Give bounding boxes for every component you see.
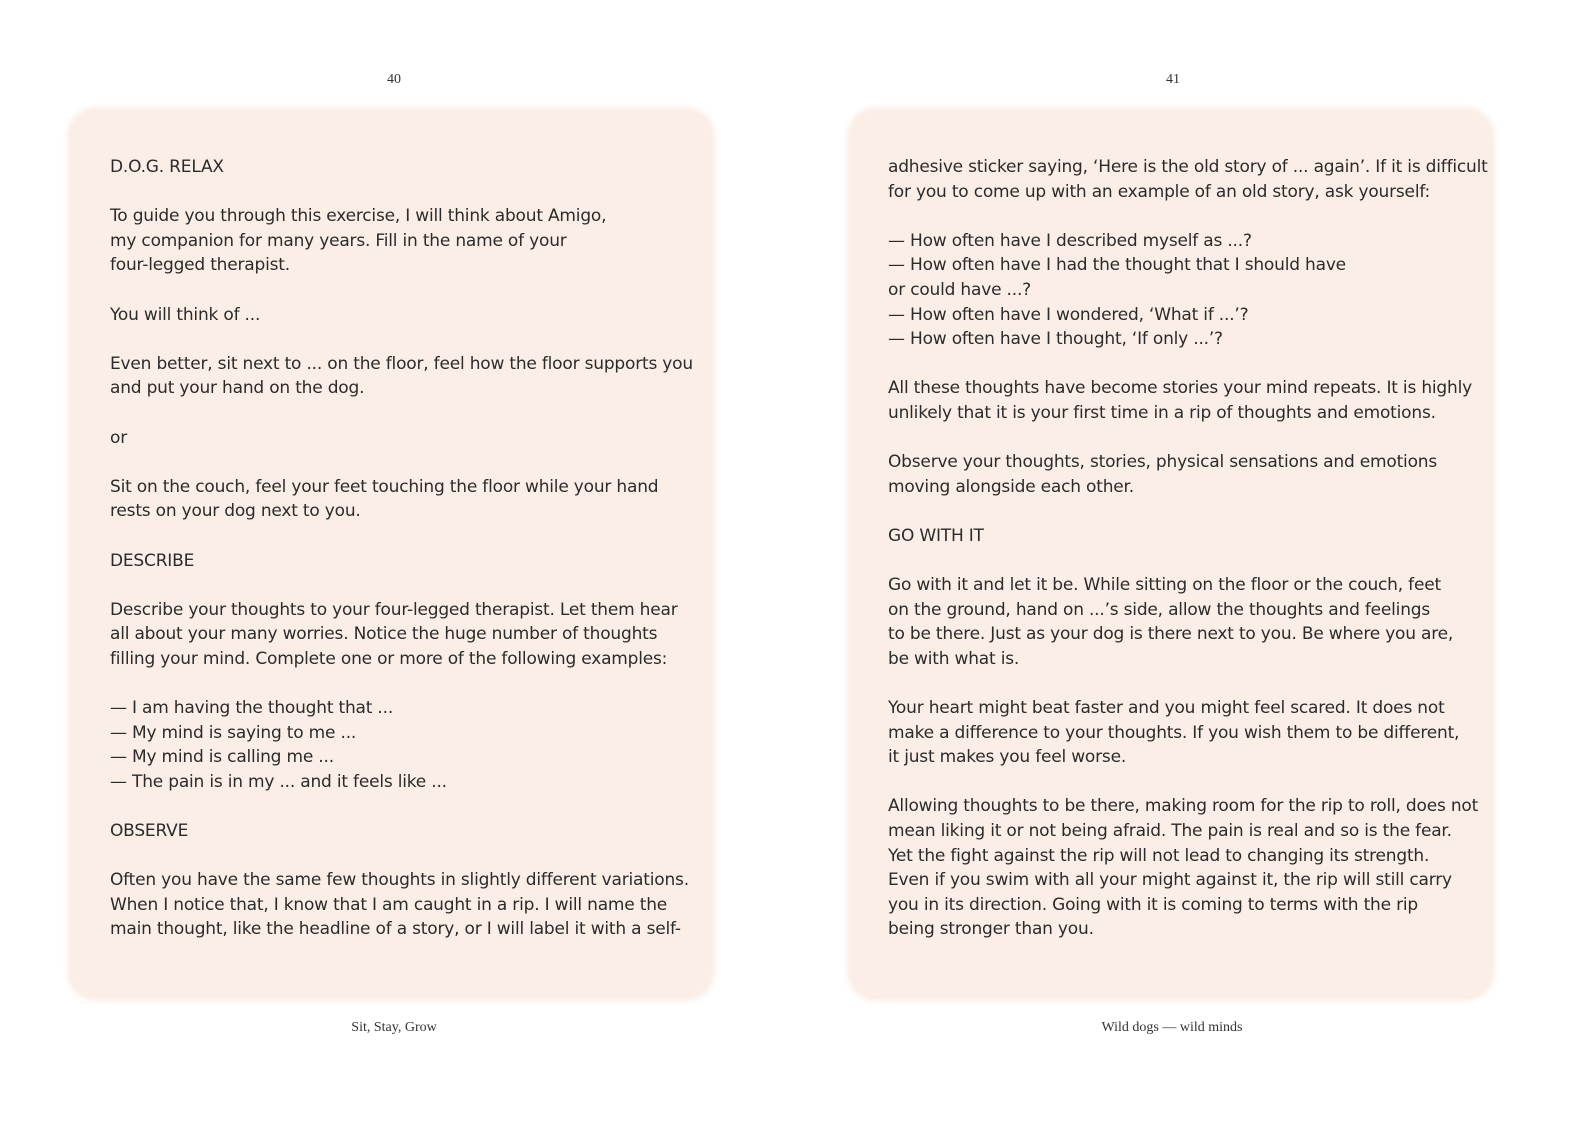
heading-describe: DESCRIBE [110,550,195,571]
paragraph: Sit on the couch, feel your feet touching the floor while your hand rests on your dog next to you. [110,476,659,522]
example-list: — I am having the thought that ... — My mind is saying to me ... — My mind is calling me ... — The pain is in my ... and it feels like ... [110,698,447,792]
paragraph: Observe your thoughts, stories, physical sensations and emotions moving alongside each other. [888,452,1438,497]
footer-right: Wild dogs — wild minds [1101,1020,1243,1035]
paragraph: Go with it and let it be. While sitting on the floor or the couch, feet on the ground, hand on ...’s side, allow the thoughts and feelings to be there. Just as your dog is there next to you. Be where you are, be with what is. [888,575,1454,669]
left-page-text [110,155,710,967]
paragraph: You will think of ... [110,304,261,325]
question-list: — How often have I described myself as ...? — How often have I had the thought that I should have or could have ...? — How often have I wondered, ‘What if ...’? — How often have I thought, ‘If only ...’? [888,230,1346,350]
heading-observe: OBSERVE [110,821,189,842]
paragraph: Allowing thoughts to be there, making room for the rip to roll, does not mean liking it or not being afraid. The pain is real and so is the fear. Yet the fight against the rip will not lead to changing its strength. Even if you swim with all your might against it, the rip will still carry you in its direction. Going with it is coming to terms with the rip being stronger than you. [888,796,1479,940]
right-page-text [888,155,1488,967]
heading-dog-relax: D.O.G. RELAX [110,157,224,177]
paragraph: Your heart might beat faster and you might feel scared. It does not make a difference to your thoughts. If you wish them to be different, it just makes you feel worse. [888,698,1460,768]
footer-left: Sit, Stay, Grow [351,1020,437,1035]
heading-go-with-it: GO WITH IT [888,525,984,546]
paragraph: To guide you through this exercise, I will think about Amigo, my companion for many years. Fill in the name of your four-legged therapist. [110,206,607,276]
page-number-right: 41 [1166,72,1180,87]
paragraph: Often you have the same few thoughts in slightly different variations. When I notice that, I know that I am caught in a rip. I will name the main thought, like the headline of a story, or I will label it with a self- [110,870,689,940]
paragraph: Even better, sit next to ... on the floor, feel how the floor supports you and put your hand on the dog. [110,353,693,399]
paragraph: Describe your thoughts to your four-legged therapist. Let them hear all about your many worries. Notice the huge number of thoughts filling your mind. Complete one or more of the following examples: [110,599,678,669]
paragraph: adhesive sticker saying, ‘Here is the old story of ... again’. If it is difficult for you to come up with an example of an old story, ask yourself: [888,157,1488,202]
paragraph: or [110,427,127,448]
page-number-left: 40 [387,72,401,87]
paragraph: All these thoughts have become stories your mind repeats. It is highly unlikely that it is your first time in a rip of thoughts and emotions. [888,378,1472,423]
